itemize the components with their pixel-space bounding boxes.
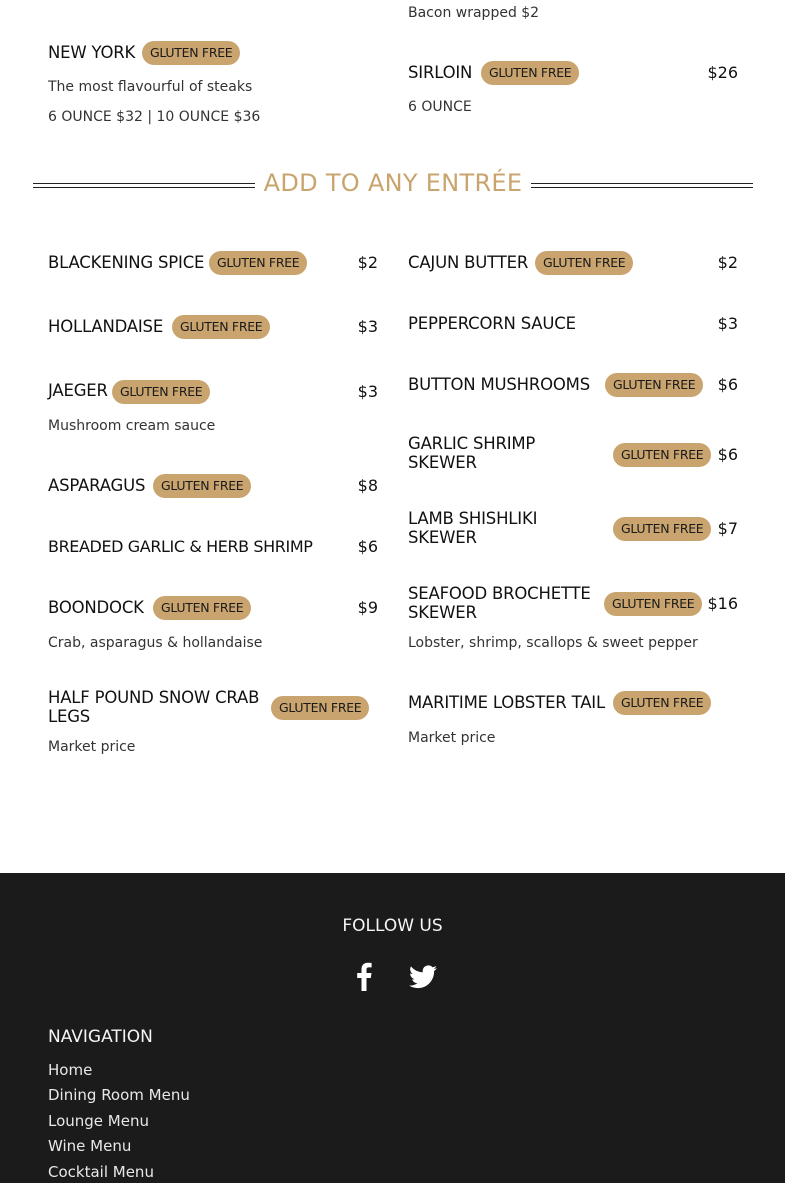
menu-item-name: PEPPERCORN SAUCE — [408, 314, 576, 333]
nav-link-lounge-menu[interactable]: Lounge Menu — [48, 1112, 149, 1130]
gluten-free-badge: GLUTEN FREE — [153, 474, 251, 498]
menu-item-name: SIRLOIN — [408, 63, 473, 82]
nav-link-dining-room-menu[interactable]: Dining Room Menu — [48, 1086, 190, 1104]
gluten-free-badge: GLUTEN FREE — [172, 315, 270, 339]
gluten-free-badge: GLUTEN FREE — [112, 380, 210, 404]
nav-link-home[interactable]: Home — [48, 1061, 93, 1079]
section-divider-left — [33, 183, 255, 188]
nav-link-cocktail-menu[interactable]: Cocktail Menu — [48, 1163, 154, 1181]
menu-item-price: $16 — [707, 594, 738, 613]
menu-item-price: $6 — [717, 445, 738, 464]
menu-item-name: LAMB SHISHLIKI SKEWER — [408, 509, 538, 547]
menu-item-price: $3 — [717, 314, 738, 333]
gluten-free-badge: GLUTEN FREE — [613, 443, 711, 467]
menu-item-name: ASPARAGUS — [48, 476, 146, 495]
menu-item-name: SEAFOOD BROCHETTE SKEWER — [408, 584, 591, 622]
menu-item-price: $8 — [357, 476, 378, 495]
menu-item-price: $7 — [717, 519, 738, 538]
menu-item-desc: Lobster, shrimp, scallops & sweet pepper — [408, 635, 698, 651]
menu-item-desc: 6 OUNCE — [408, 99, 472, 115]
menu-item-price: $2 — [717, 253, 738, 272]
menu-item-desc: The most flavourful of steaks — [48, 79, 253, 95]
follow-us-heading: FOLLOW US — [342, 916, 443, 936]
gluten-free-badge: GLUTEN FREE — [613, 691, 711, 715]
menu-item-name: HALF POUND SNOW CRAB LEGS — [48, 688, 260, 726]
navigation-heading: NAVIGATION — [48, 1027, 153, 1047]
gluten-free-badge: GLUTEN FREE — [153, 596, 251, 620]
gluten-free-badge: GLUTEN FREE — [209, 251, 307, 275]
menu-item-desc: Crab, asparagus & hollandaise — [48, 635, 263, 651]
menu-item-desc: 6 OUNCE $32 | 10 OUNCE $36 — [48, 109, 261, 125]
menu-item-price: $2 — [357, 253, 378, 272]
menu-item-desc: Market price — [48, 739, 136, 755]
menu-item-price: $6 — [357, 537, 378, 556]
section-title: ADD TO ANY ENTRÉE — [263, 169, 523, 197]
menu-item-name: BLACKENING SPICE — [48, 253, 205, 272]
facebook-icon[interactable] — [352, 961, 374, 991]
menu-item-price: $26 — [707, 63, 738, 82]
menu-item-name: HOLLANDAISE — [48, 317, 164, 336]
gluten-free-badge: GLUTEN FREE — [271, 696, 369, 720]
menu-item-name: BUTTON MUSHROOMS — [408, 375, 590, 394]
menu-item-name: MARITIME LOBSTER TAIL — [408, 693, 605, 712]
twitter-icon[interactable] — [409, 965, 437, 989]
menu-item-desc: Mushroom cream sauce — [48, 418, 216, 434]
menu-item-name: NEW YORK — [48, 43, 136, 62]
gluten-free-badge: GLUTEN FREE — [604, 592, 702, 616]
site-footer — [0, 873, 785, 1183]
menu-item-price: $3 — [357, 382, 378, 401]
section-divider-right — [531, 183, 753, 188]
gluten-free-badge: GLUTEN FREE — [481, 61, 579, 85]
menu-item-name: CAJUN BUTTER — [408, 253, 529, 272]
gluten-free-badge: GLUTEN FREE — [605, 373, 703, 397]
menu-item-name: JAEGER — [48, 381, 108, 400]
menu-item-price: $9 — [357, 598, 378, 617]
gluten-free-badge: GLUTEN FREE — [142, 41, 240, 65]
menu-item-price: $6 — [717, 375, 738, 394]
gluten-free-badge: GLUTEN FREE — [535, 251, 633, 275]
menu-item-price: $3 — [357, 317, 378, 336]
menu-item-name: BOONDOCK — [48, 598, 144, 617]
menu-item-desc: Market price — [408, 730, 496, 746]
menu-item-name: BREADED GARLIC & HERB SHRIMP — [48, 537, 313, 556]
menu-item-name: GARLIC SHRIMP SKEWER — [408, 434, 536, 472]
sirloin-prev-desc: Bacon wrapped $2 — [408, 5, 540, 21]
gluten-free-badge: GLUTEN FREE — [613, 517, 711, 541]
nav-link-wine-menu[interactable]: Wine Menu — [48, 1137, 132, 1155]
